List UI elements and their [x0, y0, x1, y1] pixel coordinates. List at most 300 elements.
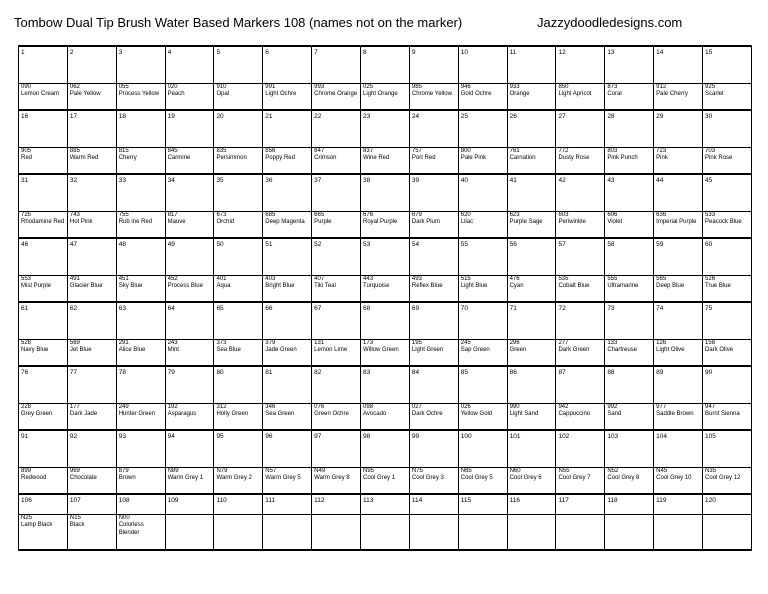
marker-color-name: Rhodamine Red — [21, 219, 65, 226]
marker-info-row — [19, 515, 752, 551]
marker-info-cell — [409, 212, 458, 239]
marker-color-name: Persimmon — [216, 155, 247, 162]
swatch-number-cell: 18 — [116, 110, 165, 148]
marker-color-name: Green — [509, 347, 527, 354]
marker-info-cell — [409, 276, 458, 303]
marker-color-name: Chrome Yellow — [411, 91, 452, 98]
marker-info-cell — [458, 212, 507, 239]
swatch-number-cell: 64 — [165, 302, 214, 340]
marker-color-name: Colorless Blender — [118, 522, 144, 536]
marker-code: 553 — [21, 276, 32, 282]
marker-color-name: Poppy Red — [265, 155, 295, 162]
marker-info-cell — [654, 276, 703, 303]
marker-info-cell — [507, 515, 556, 551]
marker-code: 173 — [363, 340, 374, 346]
swatch-number-cell: 73 — [605, 302, 654, 340]
swatch-number-cell: 109 — [165, 494, 214, 515]
marker-code: 249 — [118, 404, 129, 410]
marker-info-cell — [507, 212, 556, 239]
marker-color-name: Asparagus — [167, 411, 197, 418]
marker-color-name: Dark Ochre — [411, 411, 443, 418]
marker-info-cell — [312, 340, 361, 367]
swatch-number-cell: 104 — [654, 430, 703, 468]
site-name: Jazzydoodledesigns.com — [537, 15, 683, 30]
marker-code: 879 — [118, 468, 129, 474]
marker-code: 476 — [509, 276, 520, 282]
marker-info-cell — [116, 212, 165, 239]
marker-info-cell — [214, 340, 263, 367]
swatch-number-cell: 23 — [361, 110, 410, 148]
swatch-number-cell: 46 — [19, 238, 68, 276]
marker-info-cell — [19, 276, 68, 303]
marker-info-cell — [409, 84, 458, 111]
marker-info-cell — [67, 515, 116, 551]
marker-code: 992 — [607, 404, 618, 410]
swatch-number-row — [19, 430, 752, 468]
swatch-number-row — [19, 174, 752, 212]
marker-code: N57 — [265, 468, 277, 474]
marker-info-cell — [214, 276, 263, 303]
marker-color-name: Saddle Brown — [656, 411, 694, 418]
marker-code: 291 — [118, 340, 129, 346]
marker-info-cell — [556, 212, 605, 239]
swatch-number-cell: 69 — [409, 302, 458, 340]
marker-code: N89 — [167, 468, 179, 474]
swatch-number-cell: 72 — [556, 302, 605, 340]
swatch-number-cell: 100 — [458, 430, 507, 468]
marker-info-cell — [165, 404, 214, 431]
swatch-number-row — [19, 302, 752, 340]
marker-code: 158 — [705, 340, 716, 346]
marker-info-cell — [214, 515, 263, 551]
marker-color-name: Red — [21, 155, 33, 162]
marker-color-name: Lamp Black — [21, 522, 53, 529]
marker-info-cell — [312, 212, 361, 239]
marker-code: 847 — [314, 148, 325, 154]
marker-info-cell — [409, 148, 458, 175]
marker-code: 993 — [314, 84, 325, 90]
marker-color-name: Orchid — [216, 219, 235, 226]
marker-info-cell — [507, 340, 556, 367]
swatch-number-cell: 44 — [654, 174, 703, 212]
marker-color-name: Pale Cherry — [656, 91, 688, 98]
swatch-number-row — [19, 238, 752, 276]
marker-info-cell — [654, 515, 703, 551]
marker-info-cell — [654, 404, 703, 431]
marker-code: 757 — [411, 148, 422, 154]
marker-info-cell — [605, 148, 654, 175]
marker-color-name: Yellow Gold — [460, 411, 493, 418]
marker-info-cell — [361, 212, 410, 239]
swatch-number-cell: 26 — [507, 110, 556, 148]
marker-code: N25 — [21, 515, 33, 521]
marker-color-name: Light Green — [411, 347, 444, 354]
swatch-number-cell: 89 — [654, 366, 703, 404]
marker-code: 743 — [69, 212, 80, 218]
marker-code: 947 — [705, 404, 716, 410]
marker-info-cell — [556, 148, 605, 175]
swatch-number-cell: 39 — [409, 174, 458, 212]
marker-code: 126 — [656, 340, 667, 346]
marker-code: 407 — [314, 276, 325, 282]
swatch-number-cell: 82 — [312, 366, 361, 404]
marker-code: 665 — [314, 212, 325, 218]
marker-color-name: Redwood — [21, 475, 47, 482]
marker-code: 725 — [21, 212, 32, 218]
marker-info-row — [19, 84, 752, 111]
marker-code: 451 — [118, 276, 129, 282]
marker-color-name: Sand — [607, 411, 622, 418]
swatch-number-cell: 20 — [214, 110, 263, 148]
marker-info-cell — [507, 148, 556, 175]
marker-color-name: Dusty Rose — [558, 155, 590, 162]
swatch-number-cell: 85 — [458, 366, 507, 404]
swatch-number-cell: 106 — [19, 494, 68, 515]
marker-color-name: Cyan — [509, 283, 524, 290]
marker-color-name: Gold Ochre — [460, 91, 492, 98]
marker-info-cell — [312, 404, 361, 431]
marker-color-name: Sap Green — [460, 347, 490, 354]
marker-info-cell — [507, 84, 556, 111]
marker-color-name: Cherry — [118, 155, 137, 162]
marker-info-cell — [703, 340, 752, 367]
marker-info-cell — [409, 468, 458, 495]
marker-code: N75 — [411, 468, 423, 474]
marker-info-cell — [263, 148, 312, 175]
marker-code: 946 — [460, 84, 471, 90]
marker-info-cell — [361, 340, 410, 367]
swatch-number-cell: 78 — [116, 366, 165, 404]
swatch-number-cell: 110 — [214, 494, 263, 515]
marker-color-name: Orange — [509, 91, 530, 98]
marker-color-name: Pale Yellow — [69, 91, 101, 98]
marker-info-cell — [361, 148, 410, 175]
marker-color-name: Alice Blue — [118, 347, 146, 354]
marker-code: 177 — [69, 404, 80, 410]
swatch-number-cell: 38 — [361, 174, 410, 212]
swatch-number-cell: 14 — [654, 46, 703, 84]
marker-code: 452 — [167, 276, 178, 282]
marker-info-cell — [116, 276, 165, 303]
marker-info-cell — [409, 340, 458, 367]
marker-info-cell — [654, 212, 703, 239]
swatch-number-cell: 15 — [703, 46, 752, 84]
marker-info-cell — [556, 276, 605, 303]
marker-info-cell — [116, 515, 165, 551]
swatch-number-cell: 57 — [556, 238, 605, 276]
swatch-number-cell: 4 — [165, 46, 214, 84]
marker-code: 942 — [558, 404, 569, 410]
marker-code: 850 — [558, 84, 569, 90]
swatch-number-cell: 52 — [312, 238, 361, 276]
marker-color-name: Purple Sage — [509, 219, 543, 226]
marker-code: 090 — [21, 84, 32, 90]
marker-code: 443 — [363, 276, 374, 282]
marker-color-name: Bright Blue — [265, 283, 295, 290]
swatch-number-cell: 16 — [19, 110, 68, 148]
marker-color-name: Wine Red — [363, 155, 390, 162]
marker-info-cell — [507, 468, 556, 495]
marker-color-name: Imperial Purple — [656, 219, 697, 226]
marker-code: 526 — [705, 276, 716, 282]
swatch-number-cell: 2 — [67, 46, 116, 84]
marker-code: 493 — [411, 276, 422, 282]
marker-code: 873 — [607, 84, 618, 90]
marker-info-cell — [312, 515, 361, 551]
marker-color-name: Opal — [216, 91, 230, 98]
marker-info-cell — [556, 515, 605, 551]
marker-code: 703 — [705, 148, 716, 154]
swatch-number-cell: 70 — [458, 302, 507, 340]
marker-info-cell — [116, 148, 165, 175]
marker-color-name: Holly Green — [216, 411, 249, 418]
swatch-number-cell: 74 — [654, 302, 703, 340]
swatch-number-cell: 68 — [361, 302, 410, 340]
marker-info-cell — [19, 212, 68, 239]
swatch-number-cell: 81 — [263, 366, 312, 404]
marker-info-cell — [214, 148, 263, 175]
marker-color-name: Warm Grey 5 — [265, 475, 301, 482]
marker-info-row — [19, 276, 752, 303]
swatch-number-cell: 96 — [263, 430, 312, 468]
marker-code: 346 — [265, 404, 276, 410]
marker-code: 912 — [656, 84, 667, 90]
marker-info-cell — [361, 515, 410, 551]
swatch-number-cell: 94 — [165, 430, 214, 468]
marker-code: 679 — [411, 212, 422, 218]
marker-code: 401 — [216, 276, 227, 282]
marker-color-name: Sea Green — [265, 411, 295, 418]
marker-color-name: Glacier Blue — [69, 283, 103, 290]
marker-code: N95 — [363, 468, 375, 474]
swatch-number-cell: 27 — [556, 110, 605, 148]
swatch-number-cell: 13 — [605, 46, 654, 84]
marker-code: N35 — [705, 468, 717, 474]
swatch-number-cell: 63 — [116, 302, 165, 340]
marker-color-name: Chrome Orange — [314, 91, 358, 98]
swatch-number-cell: 3 — [116, 46, 165, 84]
swatch-number-cell: 32 — [67, 174, 116, 212]
marker-color-name: Port Red — [411, 155, 436, 162]
marker-code: 933 — [509, 84, 520, 90]
marker-code: N49 — [314, 468, 326, 474]
swatch-number-cell: 33 — [116, 174, 165, 212]
marker-color-name: Scarlet — [705, 91, 724, 98]
marker-info-cell — [605, 84, 654, 111]
marker-color-name: Warm Grey 8 — [314, 475, 350, 482]
marker-color-name: Light Blue — [460, 283, 488, 290]
marker-color-name: Royal Purple — [363, 219, 398, 226]
marker-code: 055 — [118, 84, 129, 90]
swatch-number-cell: 90 — [703, 366, 752, 404]
marker-info-cell — [605, 468, 654, 495]
swatch-number-cell: 19 — [165, 110, 214, 148]
marker-code: 905 — [21, 148, 32, 154]
marker-color-name: Tiki Teal — [314, 283, 336, 290]
marker-code: 243 — [167, 340, 178, 346]
marker-color-name: Chocolate — [69, 475, 97, 482]
marker-color-name: Dark Olive — [705, 347, 734, 354]
marker-code: 761 — [509, 148, 520, 154]
marker-code: 845 — [167, 148, 178, 154]
marker-info-cell — [703, 84, 752, 111]
marker-color-name: Chartreuse — [607, 347, 637, 354]
swatch-number-cell: 30 — [703, 110, 752, 148]
marker-code: 800 — [460, 148, 471, 154]
marker-color-name: Process Yellow — [118, 91, 160, 98]
marker-code: 990 — [509, 404, 520, 410]
marker-code: 076 — [314, 404, 325, 410]
swatch-number-cell: 67 — [312, 302, 361, 340]
marker-code: 623 — [509, 212, 520, 218]
swatch-number-cell: 92 — [67, 430, 116, 468]
swatch-number-cell: 107 — [67, 494, 116, 515]
marker-info-cell — [361, 276, 410, 303]
marker-info-cell — [703, 404, 752, 431]
marker-info-cell — [605, 404, 654, 431]
swatch-number-cell: 28 — [605, 110, 654, 148]
swatch-number-cell: 17 — [67, 110, 116, 148]
marker-info-cell — [458, 340, 507, 367]
marker-info-cell — [19, 404, 68, 431]
marker-color-name: Cool Grey 8 — [607, 475, 640, 482]
marker-info-cell — [67, 340, 116, 367]
marker-color-name: Green Ochre — [314, 411, 349, 418]
marker-info-cell — [214, 404, 263, 431]
marker-code: 027 — [411, 404, 422, 410]
marker-color-name: Reflex Blue — [411, 283, 443, 290]
marker-code: 636 — [656, 212, 667, 218]
marker-code: 565 — [656, 276, 667, 282]
marker-color-name: Carnation — [509, 155, 536, 162]
marker-info-cell — [654, 84, 703, 111]
marker-code: N60 — [509, 468, 521, 474]
marker-info-cell — [361, 468, 410, 495]
marker-code: 569 — [69, 340, 80, 346]
swatch-number-cell: 8 — [361, 46, 410, 84]
marker-code: 603 — [558, 212, 569, 218]
swatch-number-cell: 42 — [556, 174, 605, 212]
swatch-number-cell: 55 — [458, 238, 507, 276]
marker-color-name: Pink Rose — [705, 155, 733, 162]
marker-info-row — [19, 148, 752, 175]
marker-color-name: Mist Purple — [21, 283, 52, 290]
swatch-number-cell: 53 — [361, 238, 410, 276]
marker-info-cell — [263, 404, 312, 431]
marker-code: 969 — [69, 468, 80, 474]
marker-info-cell — [165, 340, 214, 367]
marker-info-cell — [263, 212, 312, 239]
swatch-number-cell: 71 — [507, 302, 556, 340]
marker-color-name: Avocado — [363, 411, 387, 418]
marker-color-name: Carmine — [167, 155, 191, 162]
marker-info-cell — [165, 148, 214, 175]
marker-code: 803 — [607, 148, 618, 154]
swatch-number-cell: 114 — [409, 494, 458, 515]
swatch-number-cell: 120 — [703, 494, 752, 515]
marker-code: 673 — [216, 212, 227, 218]
marker-color-name: Purple — [314, 219, 332, 226]
marker-code: 025 — [363, 84, 374, 90]
marker-color-name: Jade Green — [265, 347, 297, 354]
swatch-number-cell: 101 — [507, 430, 556, 468]
marker-color-name: Peach — [167, 91, 185, 98]
marker-color-name: Deep Blue — [656, 283, 685, 290]
swatch-number-cell: 119 — [654, 494, 703, 515]
marker-info-cell — [556, 340, 605, 367]
swatch-number-cell: 1 — [19, 46, 68, 84]
marker-code: 899 — [21, 468, 32, 474]
marker-color-name: Burnt Sienna — [705, 411, 740, 418]
swatch-number-cell: 45 — [703, 174, 752, 212]
marker-color-name: Jet Blue — [69, 347, 92, 354]
marker-info-cell — [263, 276, 312, 303]
marker-info-cell — [605, 340, 654, 367]
marker-info-cell — [654, 468, 703, 495]
marker-color-name: Brown — [118, 475, 136, 482]
marker-info-cell — [67, 468, 116, 495]
marker-info-cell — [312, 84, 361, 111]
marker-info-cell — [654, 340, 703, 367]
marker-color-name: Light Sand — [509, 411, 539, 418]
marker-code: 020 — [167, 84, 178, 90]
marker-code: N65 — [460, 468, 472, 474]
marker-color-name: Turquoise — [363, 283, 390, 290]
marker-color-name: Cool Grey 3 — [411, 475, 444, 482]
swatch-number-cell: 62 — [67, 302, 116, 340]
marker-info-cell — [605, 276, 654, 303]
marker-color-name: Navy Blue — [21, 347, 49, 354]
marker-info-cell — [19, 84, 68, 111]
marker-code: 277 — [558, 340, 569, 346]
marker-code: 026 — [460, 404, 471, 410]
marker-color-name: Violet — [607, 219, 623, 226]
marker-code: 515 — [460, 276, 471, 282]
marker-info-cell — [165, 212, 214, 239]
marker-info-cell — [263, 468, 312, 495]
marker-code: 985 — [411, 84, 422, 90]
marker-color-name: Pale Pink — [460, 155, 487, 162]
marker-info-row — [19, 404, 752, 431]
marker-code: 535 — [558, 276, 569, 282]
swatch-number-cell: 99 — [409, 430, 458, 468]
swatch-number-cell: 98 — [361, 430, 410, 468]
marker-info-cell — [214, 212, 263, 239]
marker-info-cell — [409, 404, 458, 431]
marker-color-name: Dark Jade — [69, 411, 98, 418]
marker-color-name: Pink — [656, 155, 668, 162]
marker-info-cell — [312, 468, 361, 495]
marker-color-name: Warm Grey 1 — [167, 475, 204, 482]
swatch-number-cell: 77 — [67, 366, 116, 404]
marker-info-cell — [116, 468, 165, 495]
swatch-number-cell: 9 — [409, 46, 458, 84]
marker-code: 723 — [656, 148, 667, 154]
marker-info-cell — [556, 84, 605, 111]
marker-info-cell — [556, 404, 605, 431]
swatch-number-cell: 5 — [214, 46, 263, 84]
marker-info-cell — [116, 84, 165, 111]
swatch-number-cell: 65 — [214, 302, 263, 340]
swatch-number-cell: 22 — [312, 110, 361, 148]
swatch-number-cell: 40 — [458, 174, 507, 212]
swatch-number-cell: 79 — [165, 366, 214, 404]
marker-code: 379 — [265, 340, 276, 346]
marker-code: N00 — [118, 515, 130, 521]
swatch-number-cell: 6 — [263, 46, 312, 84]
marker-code: 755 — [118, 212, 129, 218]
swatch-number-cell: 91 — [19, 430, 68, 468]
